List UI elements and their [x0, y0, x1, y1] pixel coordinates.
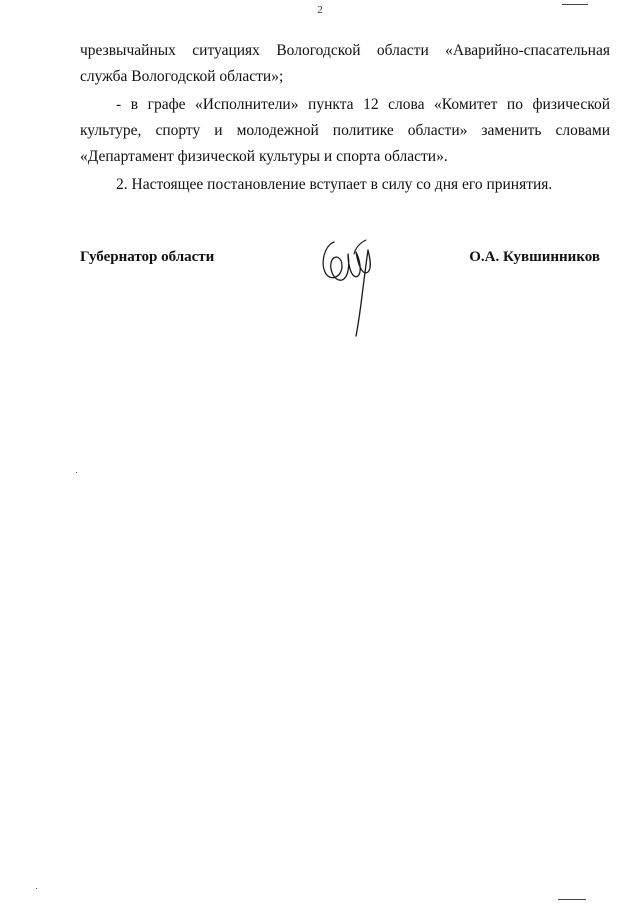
- signatory-title: Губернатор области: [80, 249, 215, 265]
- page-number: 2: [317, 4, 323, 16]
- paragraph-continuation: чрезвычайных ситуациях Вологодской области «Аварийно-спасательная служба Вологодской области»;: [80, 42, 610, 85]
- paragraph-entry-into-force: 2. Настоящее постановление вступает в силу со дня его принятия.: [116, 176, 553, 193]
- scan-artifact-top: [562, 4, 588, 5]
- scan-dot-bottom-left: [36, 888, 37, 889]
- signatory-name: О.А. Кувшинников: [469, 249, 600, 265]
- handwritten-signature: [318, 236, 378, 338]
- paragraph-executors-amendment: - в графе «Исполнители» пункта 12 слова «Комитет по физической культуре, спорту и молодежной политике области» заменить словами «Департамент физической культуры и спорта области».: [80, 96, 610, 165]
- scan-dot-left: [76, 472, 77, 473]
- scan-artifact-bottom: [558, 899, 586, 900]
